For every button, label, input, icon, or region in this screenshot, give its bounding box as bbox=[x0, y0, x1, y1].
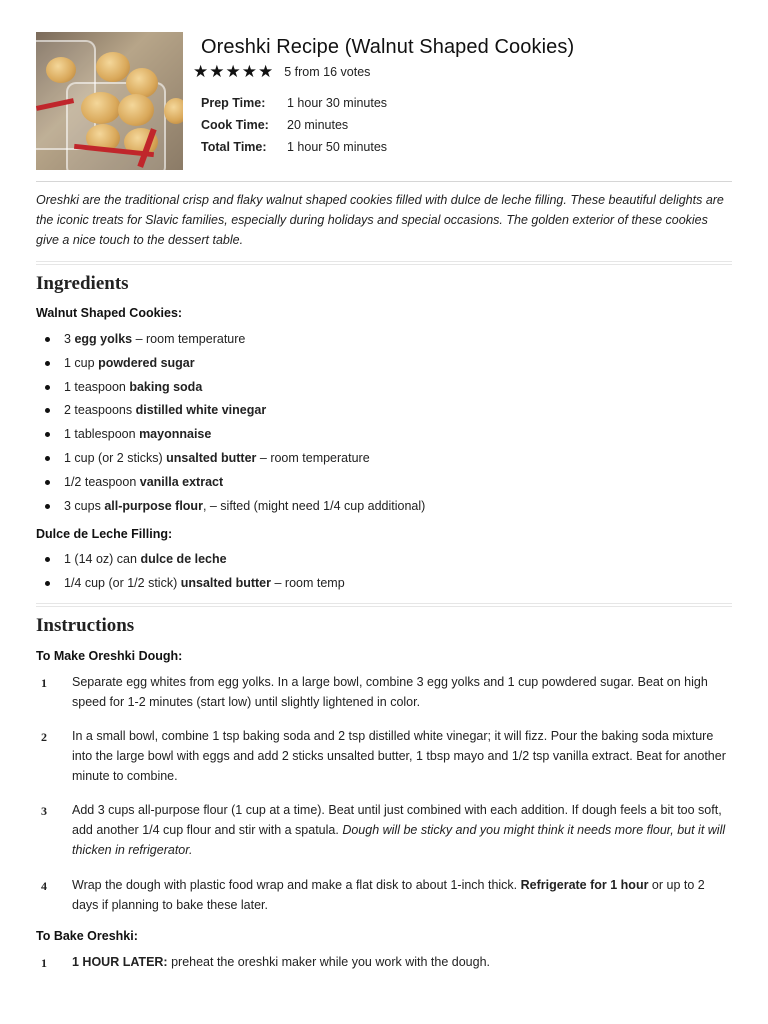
step-number: 4 bbox=[41, 879, 47, 893]
ingredient-amount: 2 teaspoons bbox=[64, 403, 136, 418]
step-number: 1 bbox=[41, 956, 47, 970]
divider bbox=[36, 264, 732, 265]
ingredient-amount: 1 tablespoon bbox=[64, 427, 140, 442]
time-label: Total Time: bbox=[201, 140, 267, 154]
ingredient-amount: 3 cups bbox=[64, 498, 105, 513]
step-text: In a small bowl, combine 1 tsp baking soda and 2 tsp distilled white vinegar; it will fizz. Pour the baking soda mixture into the large bowl with eggs and add 2 sticks unsalted butter, 1 tbsp mayo and 1/2 tsp vanilla extract. Beat for another minute to combine. bbox=[72, 729, 726, 783]
ingredient-item bbox=[36, 448, 732, 472]
step-note: Dough will be sticky and you might think it needs more flour, but it will thicken in refrigerator. bbox=[72, 823, 726, 857]
star-icon[interactable]: ★ bbox=[209, 62, 225, 81]
ingredient-name: distilled white vinegar bbox=[135, 403, 267, 418]
step-text-after: preheat the oreshki maker while you work with the dough. bbox=[167, 955, 491, 969]
step-number: 1 bbox=[41, 676, 47, 690]
divider bbox=[36, 181, 732, 182]
ingredient-item bbox=[36, 329, 732, 353]
recipe-rating[interactable] bbox=[193, 63, 370, 81]
step-emphasis: Refrigerate for 1 hour bbox=[520, 878, 649, 892]
ingredient-name: unsalted butter bbox=[166, 450, 257, 465]
ingredient-note: – room temp bbox=[271, 575, 345, 590]
total-time bbox=[201, 136, 387, 158]
ingredient-note: – room temperature bbox=[256, 450, 370, 465]
ingredient-name: powdered sugar bbox=[98, 355, 195, 370]
step-text: Wrap the dough with plastic food wrap and make a flat disk to about 1-inch thick. bbox=[72, 878, 521, 892]
instruction-step bbox=[36, 800, 732, 875]
ingredient-item bbox=[36, 400, 732, 424]
recipe-photo bbox=[36, 32, 183, 170]
ingredient-item bbox=[36, 573, 732, 597]
star-icon[interactable]: ★ bbox=[225, 62, 241, 81]
cook-time bbox=[201, 114, 387, 136]
ingredient-amount: 3 bbox=[64, 332, 75, 346]
divider bbox=[36, 261, 732, 262]
recipe-summary: Oreshki are the traditional crisp and flaky walnut shaped cookies filled with dulce de leche filling. These beautiful delights are the iconic treats for Slavic families, especially during holidays and special occasions. The golden exterior of these cookies give a nice touch to the dessert table. bbox=[36, 193, 724, 247]
instruction-group-title: To Bake Oreshki: bbox=[36, 929, 138, 943]
prep-time bbox=[201, 92, 387, 114]
star-rating[interactable] bbox=[193, 63, 274, 81]
star-icon[interactable]: ★ bbox=[258, 62, 274, 81]
ingredient-amount: 1 teaspoon bbox=[64, 379, 130, 394]
step-text-after: or up to 2 days if planning to bake these later. bbox=[72, 878, 705, 912]
time-label: Cook Time: bbox=[201, 118, 269, 132]
ingredient-amount: 1/4 cup (or 1/2 stick) bbox=[64, 575, 181, 590]
ingredient-name: mayonnaise bbox=[139, 427, 212, 442]
ingredient-amount: 1 (14 oz) can bbox=[64, 552, 141, 566]
ingredient-note: – room temperature bbox=[132, 332, 246, 346]
time-value: 1 hour 30 minutes bbox=[287, 96, 388, 110]
star-icon[interactable]: ★ bbox=[193, 62, 209, 81]
step-text: Add 3 cups all-purpose flour (1 cup at a time). Beat until just combined with each addition. If dough feels a bit too soft, add another 1/4 cup flour and stir with a spatula. bbox=[72, 803, 722, 837]
ingredient-list bbox=[36, 329, 732, 519]
time-value: 1 hour 50 minutes bbox=[287, 140, 388, 154]
step-text: Separate egg whites from egg yolks. In a large bowl, combine 3 egg yolks and 1 cup powdered sugar. Beat on high speed for 1-2 minutes (start low) until slightly lightened in color. bbox=[72, 675, 708, 709]
ingredient-item bbox=[36, 472, 732, 496]
ingredient-list bbox=[36, 549, 732, 597]
ingredient-name: baking soda bbox=[129, 379, 203, 394]
instruction-list bbox=[36, 952, 732, 976]
ingredient-note: , – sifted (might need 1/4 cup additional) bbox=[202, 498, 426, 513]
ingredients-heading: Ingredients bbox=[36, 273, 129, 294]
ingredient-item bbox=[36, 496, 732, 520]
divider bbox=[36, 606, 732, 607]
ingredient-item bbox=[36, 424, 732, 448]
ingredient-name: dulce de leche bbox=[140, 552, 227, 566]
ingredient-name: all-purpose flour bbox=[104, 498, 203, 513]
star-icon[interactable]: ★ bbox=[241, 62, 257, 81]
recipe-times bbox=[201, 92, 387, 158]
instruction-step bbox=[36, 672, 732, 726]
time-label: Prep Time: bbox=[201, 96, 266, 110]
step-number: 2 bbox=[41, 730, 47, 744]
step-emphasis: 1 HOUR LATER: bbox=[72, 955, 168, 969]
instruction-list bbox=[36, 672, 732, 929]
rating-votes: 5 from 16 votes bbox=[284, 65, 371, 79]
recipe-title: Oreshki Recipe (Walnut Shaped Cookies) bbox=[201, 36, 575, 58]
instruction-step bbox=[36, 875, 732, 929]
ingredient-group-title: Dulce de Leche Filling: bbox=[36, 527, 173, 541]
ingredient-item bbox=[36, 377, 732, 401]
ingredient-name: egg yolks bbox=[74, 332, 133, 346]
time-value: 20 minutes bbox=[287, 118, 349, 132]
divider bbox=[36, 603, 732, 604]
ingredient-name: vanilla extract bbox=[139, 474, 224, 489]
ingredient-amount: 1/2 teaspoon bbox=[64, 474, 140, 489]
ingredient-item bbox=[36, 353, 732, 377]
ingredient-amount: 1 cup (or 2 sticks) bbox=[64, 450, 167, 465]
ingredient-name: unsalted butter bbox=[180, 575, 272, 590]
ingredient-item bbox=[36, 549, 732, 573]
instructions-heading: Instructions bbox=[36, 615, 135, 636]
ingredient-amount: 1 cup bbox=[64, 355, 99, 370]
ingredient-group-title: Walnut Shaped Cookies: bbox=[36, 306, 183, 320]
instruction-step bbox=[36, 726, 732, 800]
recipe-header bbox=[36, 32, 732, 172]
instruction-group-title: To Make Oreshki Dough: bbox=[36, 649, 183, 663]
instruction-step bbox=[36, 952, 732, 976]
step-number: 3 bbox=[41, 804, 47, 818]
